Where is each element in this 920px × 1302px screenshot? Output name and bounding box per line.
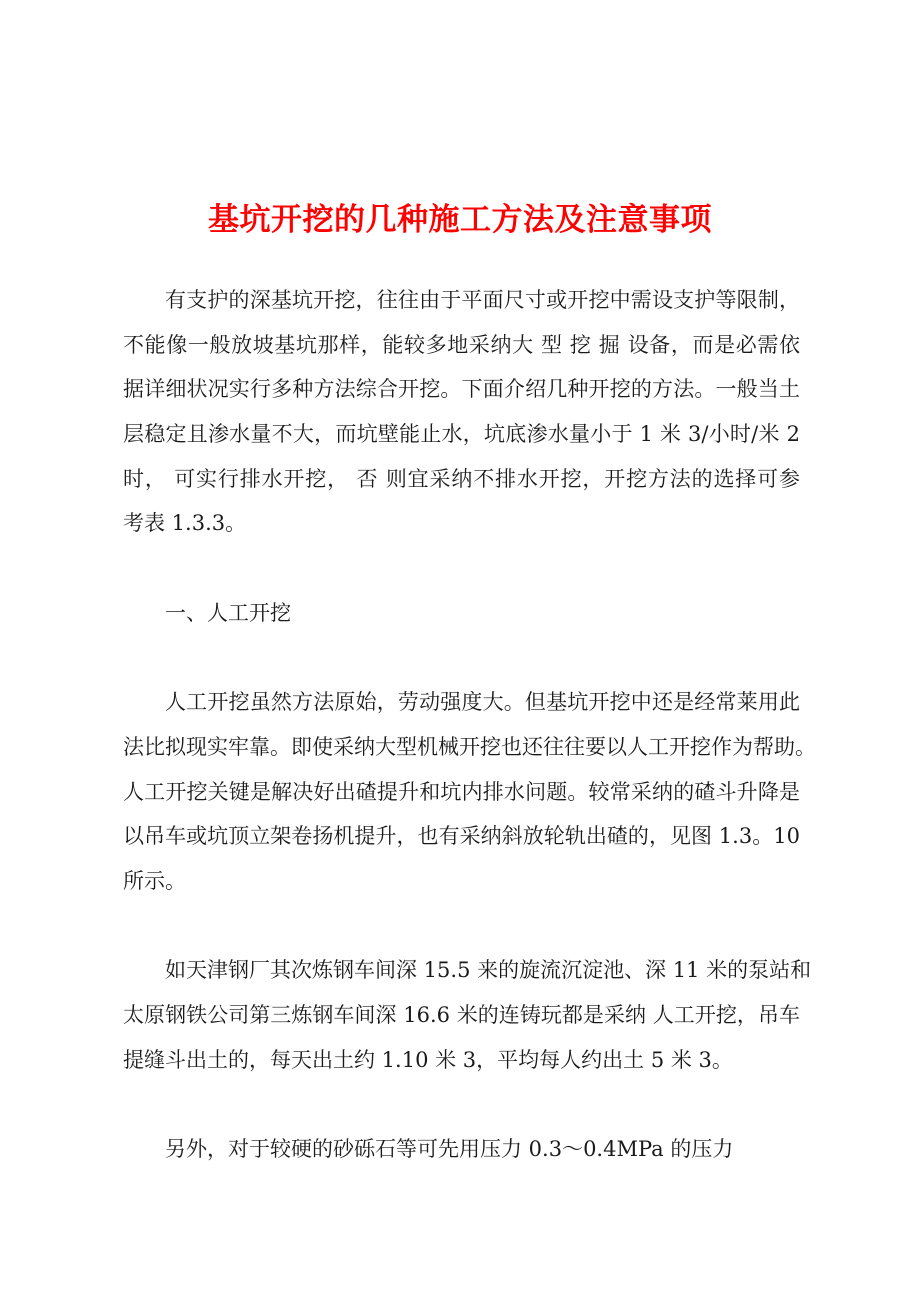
document-body: [123, 278, 816, 1172]
paragraph-examples: [123, 948, 812, 1082]
paragraph-line: 以吊车或坑顶立架卷扬机提升，也有采纳斜放轮轨出碴的，见图 1.3。10: [123, 824, 800, 849]
section-heading: [123, 591, 800, 636]
paragraph-intro: [123, 278, 800, 546]
paragraph-line: 人工开挖虽然方法原始，劳动强度大。但基坑开挖中还是经常莱用此: [165, 690, 800, 715]
paragraph-line: 人工开挖关键是解决好出碴提升和坑内排水问题。较常采纳的碴斗升降是: [123, 779, 800, 804]
section-heading-text: 一、人工开挖: [165, 600, 291, 625]
paragraph-additional: [123, 1127, 800, 1172]
paragraph-line: 考表 1.3.3。: [123, 511, 247, 536]
paragraph-line: 不能像一般放坡基坑那样，能较多地采纳大 型 挖 掘 设备，而是必需依: [123, 332, 800, 357]
document-title: 基坑开挖的几种施工方法及注意事项: [208, 202, 712, 238]
paragraph-line: 法比拟现实牢靠。即使采纳大型机械开挖也还往往要以人工开挖作为帮助。: [123, 734, 816, 759]
paragraph-line: 有支护的深基坑开挖，往往由于平面尺寸或开挖中需设支护等限制，: [165, 288, 800, 312]
paragraph-line: 如天津钢厂其次炼钢车间深 15.5 来的旋流沉淀池、深 11 米的泵站和: [165, 958, 812, 983]
paragraph-line: 据详细状况实行多种方法综合开挖。下面介绍几种开挖的方法。一般当土: [123, 377, 800, 402]
paragraph-line: 太原钢铁公司第三炼钢车间深 16.6 米的连铸玩都是采纳 人工开挖，吊车: [123, 1003, 800, 1027]
paragraph-line: 另外，对于较硬的砂砾石等可先用压力 0.3～0.4MPa 的压力: [165, 1137, 734, 1162]
paragraph-manual-excavation: [123, 680, 816, 903]
paragraph-line: 时， 可实行排水开挖， 否 则宜采纳不排水开挖，开挖方法的选择可参: [123, 466, 800, 491]
paragraph-line: 提缝斗出土的，每天出土约 1.10 米 3，平均每人约出土 5 米 3。: [123, 1047, 733, 1072]
paragraph-line: 所示。: [123, 868, 186, 893]
paragraph-line: 层稳定且渗水量不大，而坑壁能止水，坑底渗水量小于 1 米 3/小时/米 2: [123, 422, 800, 447]
